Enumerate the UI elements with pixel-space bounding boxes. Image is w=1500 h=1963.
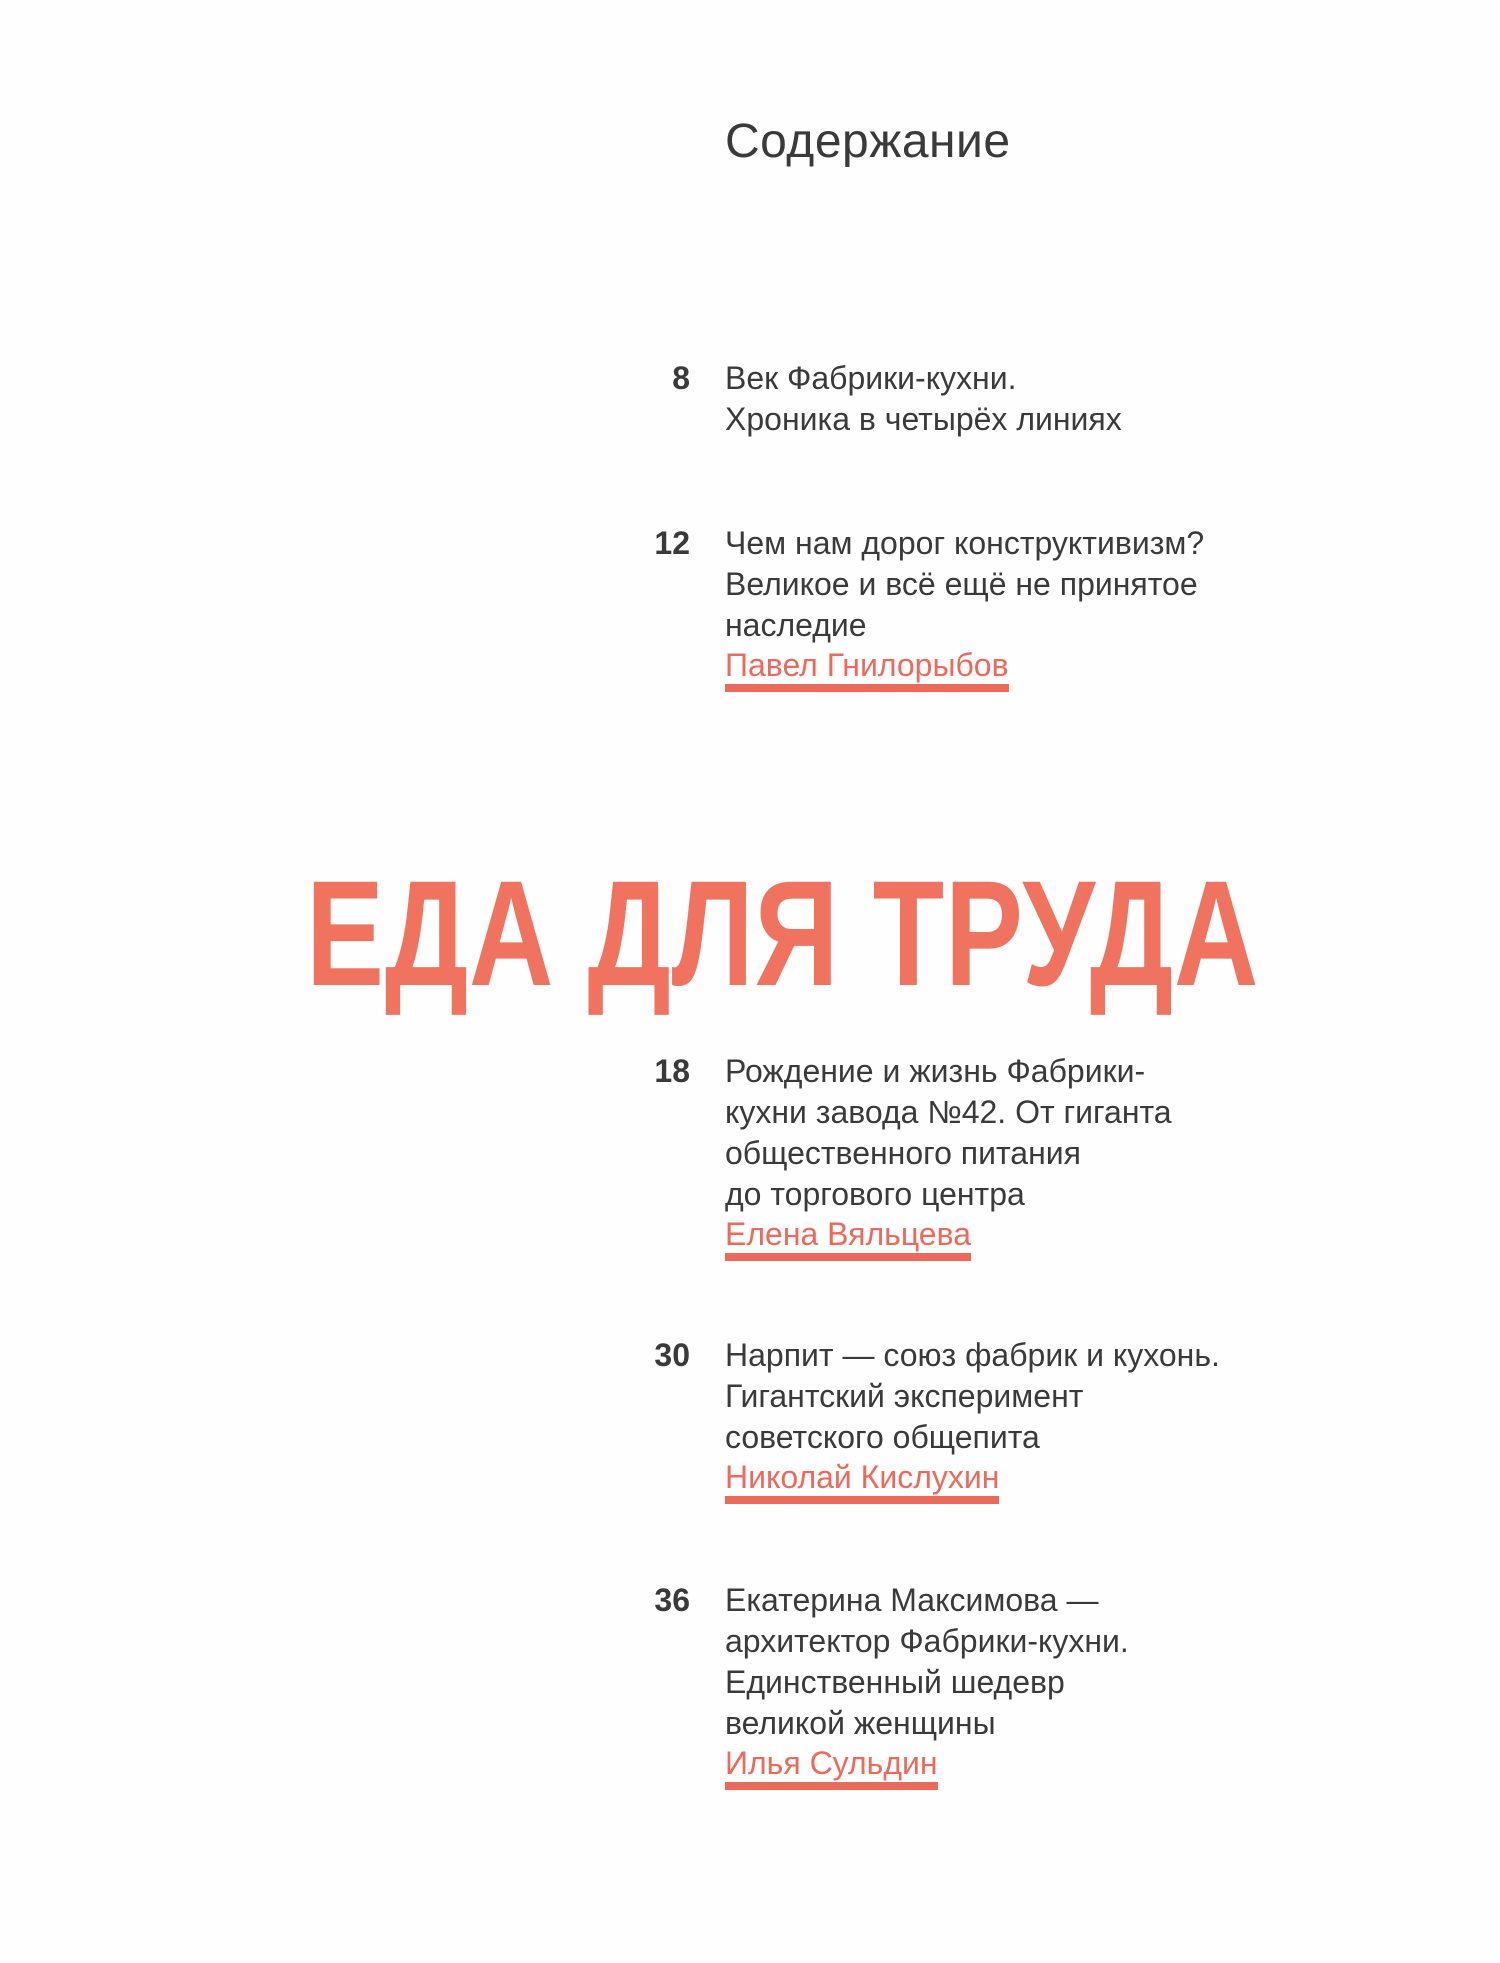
toc-title-line: Гигантский эксперимент [725, 1378, 1084, 1414]
toc-title-line: Рождение и жизнь Фабрики- [725, 1053, 1146, 1089]
toc-title-line: Екатерина Максимова — [725, 1582, 1099, 1618]
toc-entry-body [725, 523, 1415, 692]
toc-title-line: Единственный шедевр [725, 1664, 1065, 1700]
section-heading: ЕДА ДЛЯ ТРУДА [306, 849, 1260, 1017]
toc-title-line: до торгового центра [725, 1176, 1025, 1212]
toc-page-number: 18 [654, 1053, 690, 1089]
toc-title-line: Чем нам дорог конструктивизм? [725, 525, 1205, 561]
toc-author: Павел Гнилорыбов [725, 646, 1009, 692]
page-title: Содержание [725, 115, 1011, 168]
toc-title-line: общественного питания [725, 1135, 1081, 1171]
toc-title-line: Век Фабрики-кухни. [725, 360, 1017, 396]
toc-title-line: архитектор Фабрики-кухни. [725, 1623, 1129, 1659]
toc-page-number: 30 [654, 1337, 690, 1373]
toc-title-line: великой женщины [725, 1705, 996, 1741]
toc-page-number: 36 [654, 1582, 690, 1618]
toc-entry-body [725, 358, 1415, 440]
toc-title-line: советского общепита [725, 1419, 1040, 1455]
toc-author: Елена Вяльцева [725, 1215, 971, 1261]
toc-entry-body [725, 1580, 1415, 1790]
toc-title-line: Нарпит — союз фабрик и кухонь. [725, 1337, 1220, 1373]
toc-author: Илья Сульдин [725, 1744, 938, 1790]
toc-entry-body [725, 1335, 1415, 1504]
toc-title-line: Великое и всё ещё не принятое [725, 566, 1198, 602]
toc-author: Николай Кислухин [725, 1458, 999, 1504]
toc-page-number: 8 [672, 360, 690, 396]
toc-entry-body [725, 1051, 1415, 1261]
toc-title-line: Хроника в четырёх линиях [725, 401, 1122, 437]
toc-page-number: 12 [654, 525, 690, 561]
toc-title-line: наследие [725, 607, 867, 643]
toc-title-line: кухни завода №42. От гиганта [725, 1094, 1172, 1130]
